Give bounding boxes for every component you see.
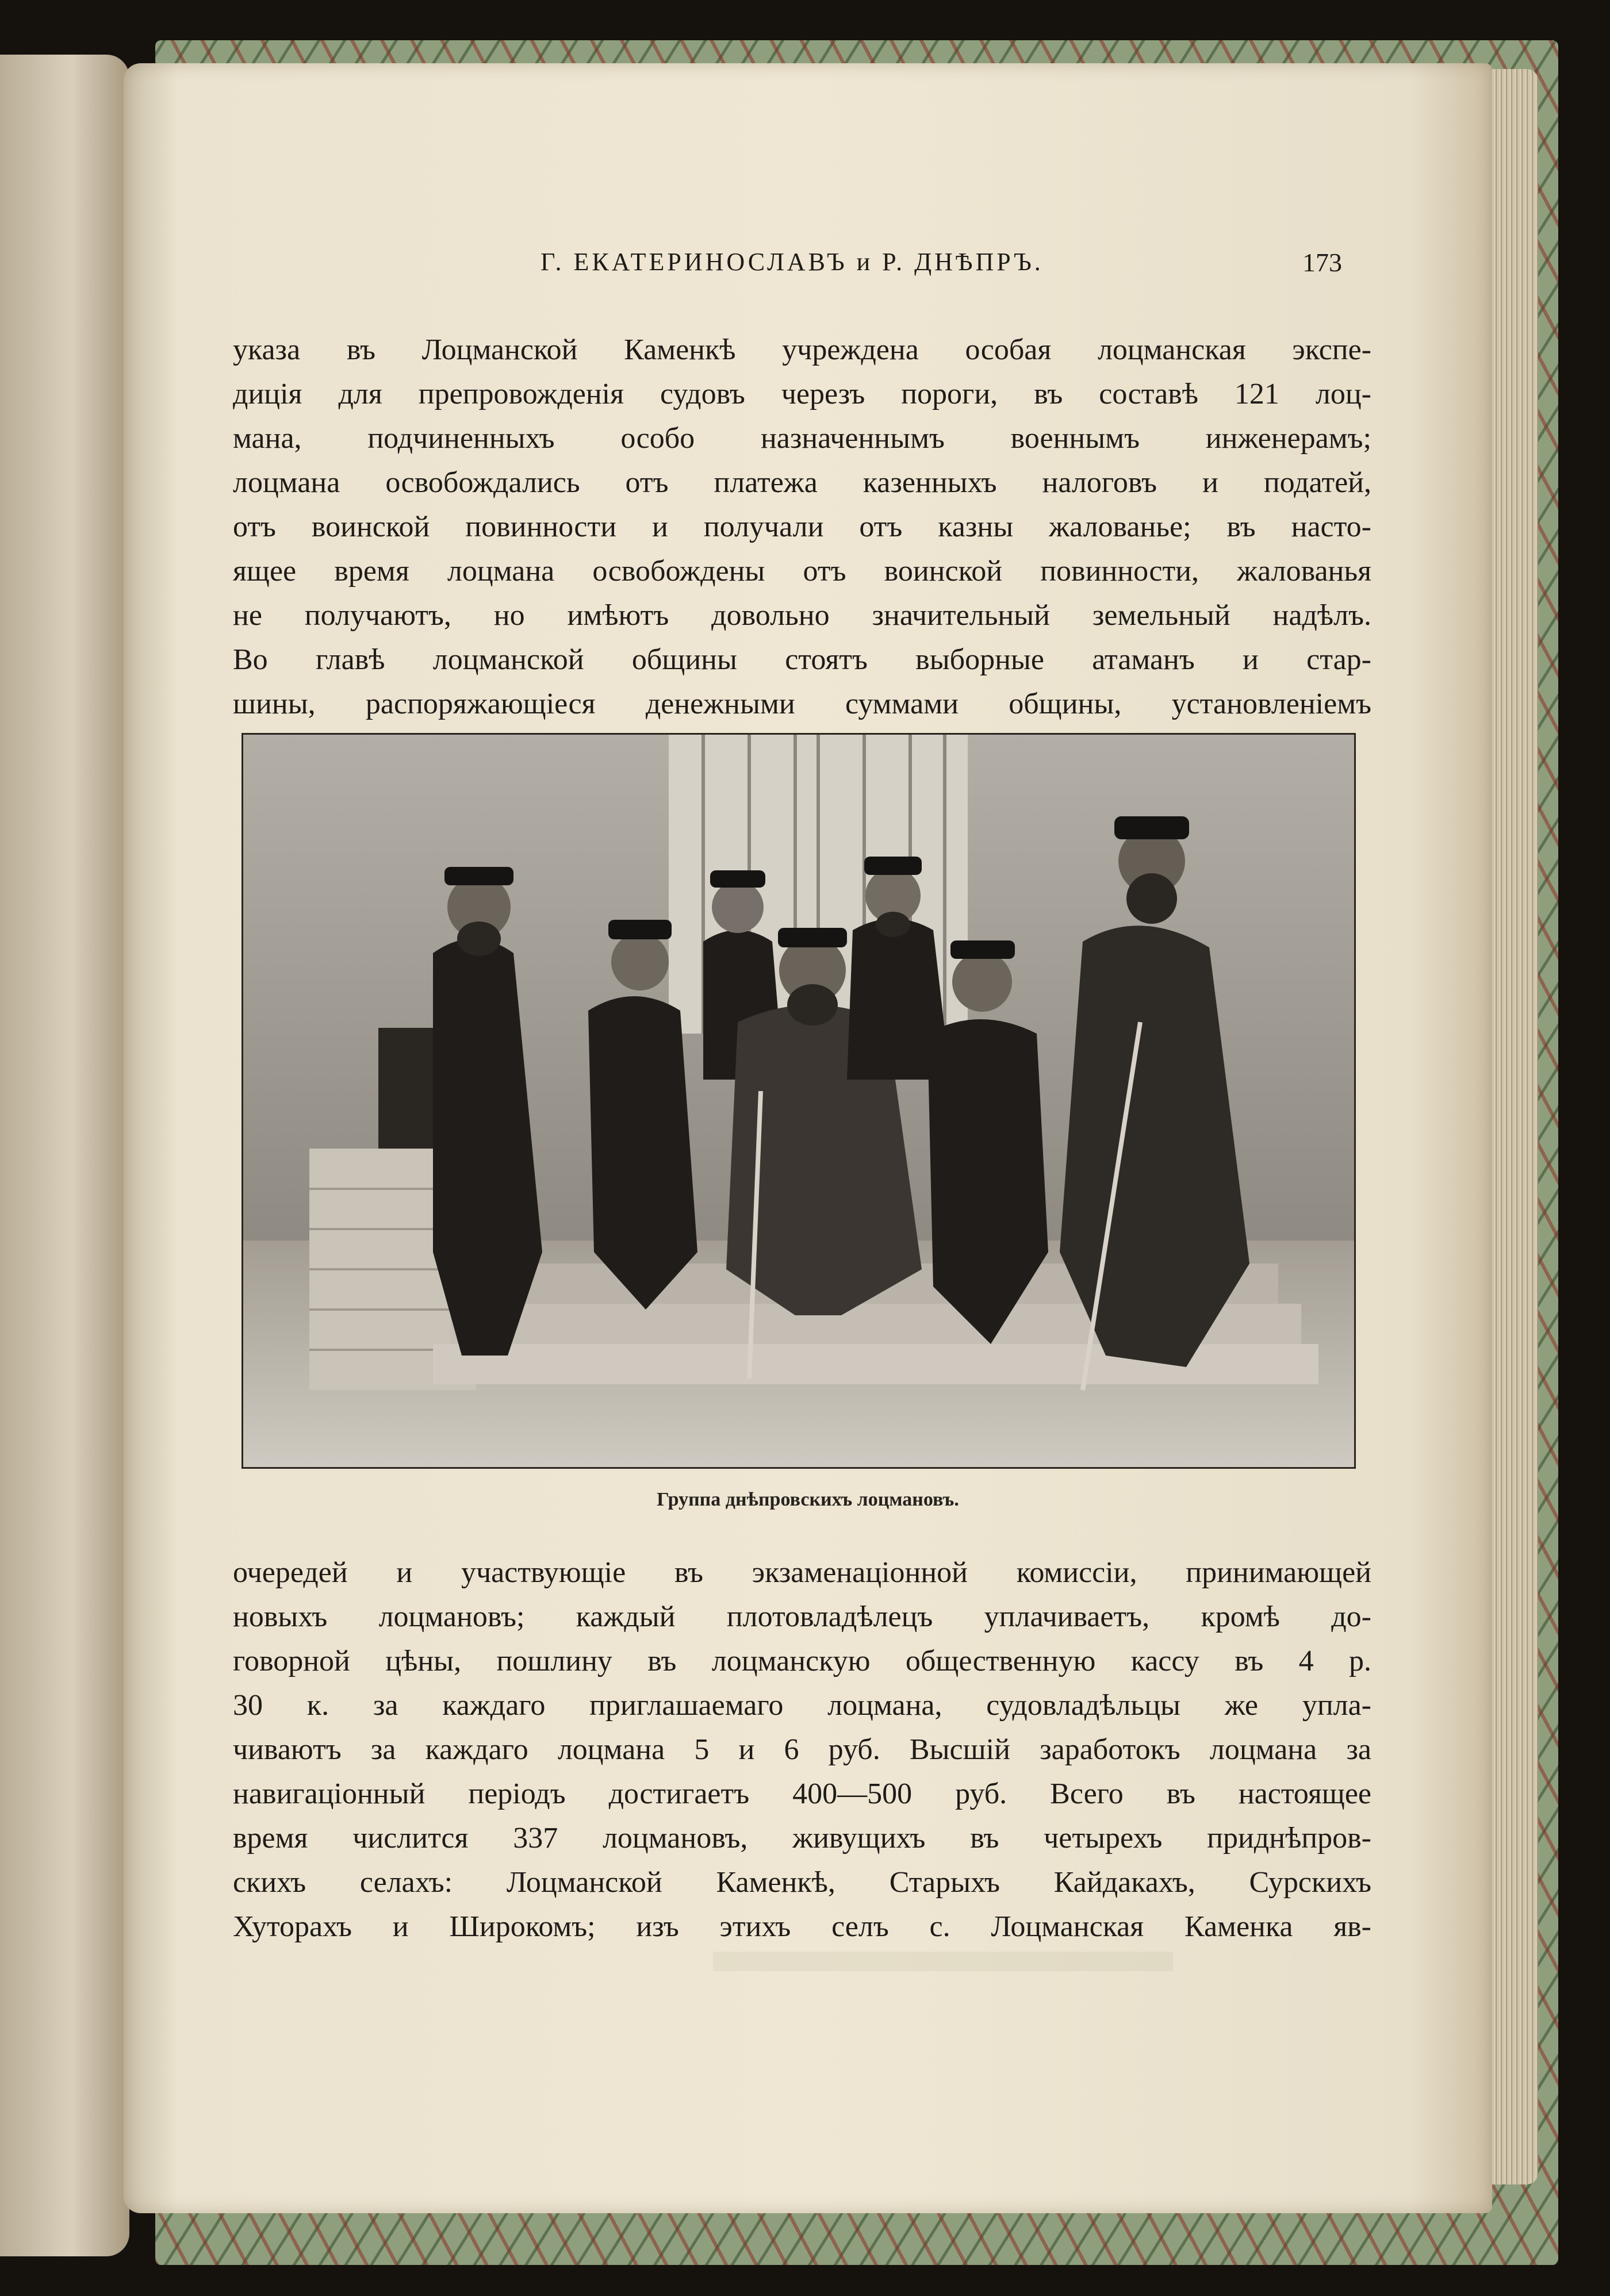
text-line: шины, распоряжающіеся денежными суммами общины, установленіемъ <box>233 688 1371 720</box>
text-line: время числится 337 лоцмановъ, живущихъ въ четырехъ приднѣпров- <box>233 1822 1371 1855</box>
text-line: указа въ Лоцманской Каменкѣ учреждена особая лоцманская экспе- <box>233 333 1371 366</box>
text-line: навигаціонный періодъ достигаетъ 400—500 руб. Всего въ настоящее <box>233 1777 1371 1810</box>
text-line: 30 к. за каждаго приглашаемаго лоцмана, судовладѣльцы же упла- <box>233 1689 1371 1722</box>
group-photo-illustration <box>243 735 1354 1467</box>
text-line: новыхъ лоцмановъ; каждый плотовладѣлецъ уплачиваетъ, кромѣ до- <box>233 1600 1371 1633</box>
running-title: Г. ЕКАТЕРИНОСЛАВЪ и Р. ДНѢПРЪ. <box>540 248 1044 276</box>
figure-caption: Группа днѣпровскихъ лоцмановъ. <box>657 1489 959 1510</box>
paragraph-bottom <box>233 1550 1371 1949</box>
text-line: говорной цѣны, пошлину въ лоцманскую общественную кассу въ 4 р. <box>233 1645 1371 1677</box>
text-line: Во главѣ лоцманской общины стоятъ выборные атаманъ и стар- <box>233 643 1371 676</box>
photo-figure <box>241 733 1356 1469</box>
bag <box>378 1028 442 1149</box>
left-page-edge <box>0 55 129 2256</box>
text-line: мана, подчиненныхъ особо назначеннымъ военнымъ инженерамъ; <box>233 422 1371 455</box>
text-line: не получаютъ, но имѣютъ довольно значительный земельный надѣлъ. <box>233 599 1371 632</box>
text-line: скихъ селахъ: Лоцманской Каменкѣ, Старыхъ Кайдакахъ, Сурскихъ <box>233 1866 1371 1899</box>
page-number: 173 <box>1302 248 1342 277</box>
text-line: чиваютъ за каждаго лоцмана 5 и 6 руб. Высшій заработокъ лоцмана за <box>233 1733 1371 1766</box>
show-through-text <box>713 1952 1173 1971</box>
text-line: Хуторахъ и Широкомъ; изъ этихъ селъ с. Лоцманская Каменка яв- <box>233 1910 1371 1943</box>
text-line: очередей и участвующіе въ экзаменаціонной комиссіи, принимающей <box>233 1556 1371 1589</box>
paragraph-top <box>233 328 1371 726</box>
man-2 <box>588 996 697 1310</box>
text-line: лоцмана освобождались отъ платежа казенныхъ налоговъ и податей, <box>233 466 1371 499</box>
text-line: диція для препровожденія судовъ черезъ пороги, въ составѣ 121 лоц- <box>233 378 1371 410</box>
text-line: ящее время лоцмана освобождены отъ воинской повинности, жалованья <box>233 555 1371 588</box>
text-line: отъ воинской повинности и получали отъ казны жалованье; въ насто- <box>233 510 1371 543</box>
